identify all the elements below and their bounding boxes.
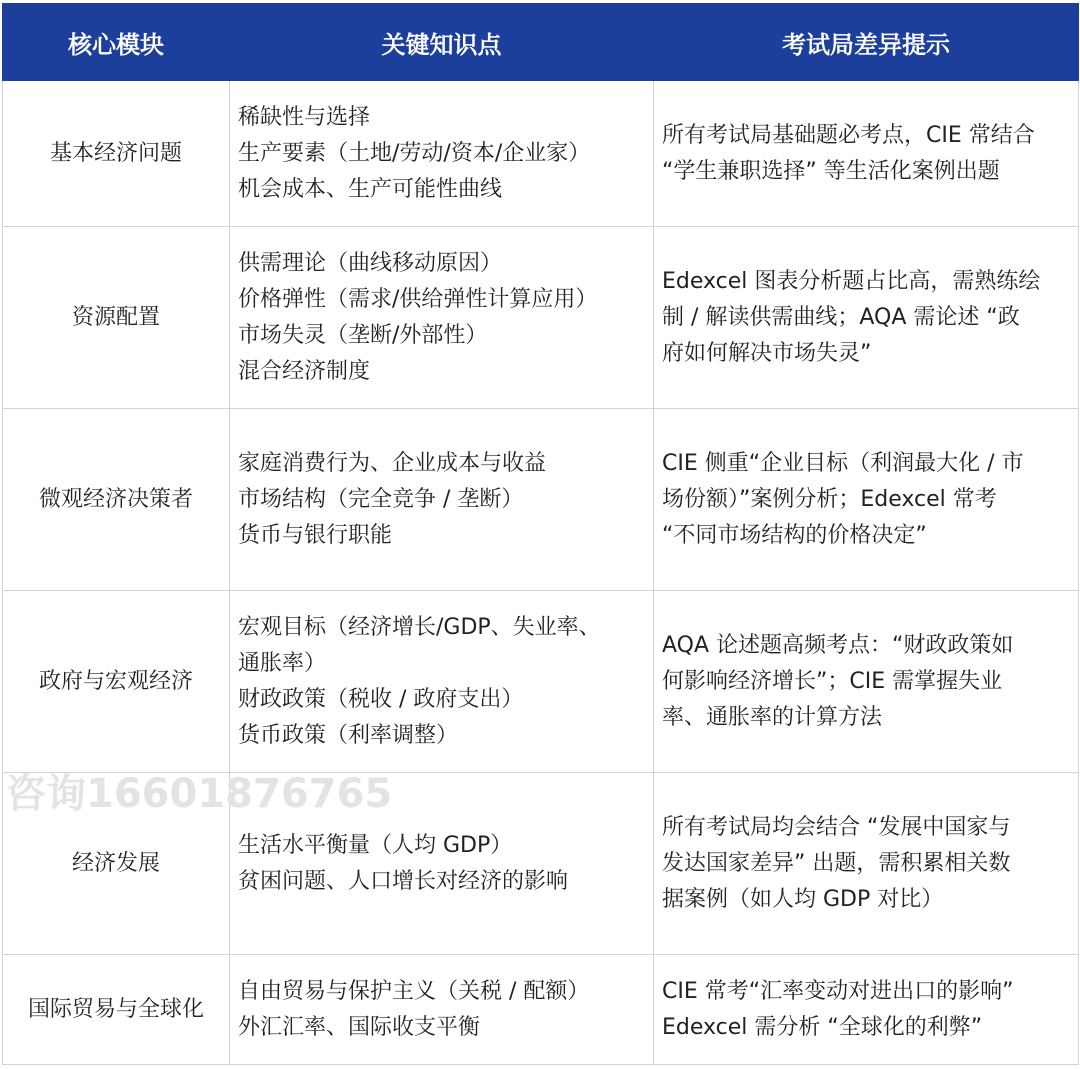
note-line: 何影响经济增长”；CIE 需掌握失业 bbox=[662, 668, 1003, 694]
module-cell: 基本经济问题 bbox=[3, 81, 230, 227]
watermark: 咨询16601876765 bbox=[6, 771, 393, 817]
note-line: AQA 论述题高频考点：“财政政策如 bbox=[662, 632, 1014, 658]
notes-cell bbox=[654, 955, 1079, 1065]
table-row bbox=[3, 227, 1079, 409]
points-cell bbox=[230, 955, 654, 1065]
point-line: 通胀率） bbox=[238, 650, 327, 676]
note-line: 发达国家差异” 出题，需积累相关数 bbox=[662, 850, 1011, 876]
point-line: 生活水平衡量（人均 GDP） bbox=[238, 832, 513, 858]
note-line: “不同市场结构的价格决定” bbox=[662, 522, 927, 548]
table-header bbox=[3, 4, 1079, 81]
points-cell bbox=[230, 591, 654, 773]
note-line: CIE 常考“汇率变动对进出口的影响” bbox=[662, 978, 1014, 1004]
module-cell: 国际贸易与全球化 bbox=[3, 955, 230, 1065]
point-line: 稀缺性与选择 bbox=[238, 104, 371, 130]
point-line: 自由贸易与保护主义（关税 / 配额） bbox=[238, 978, 590, 1004]
table-row bbox=[3, 81, 1079, 227]
point-line: 贫困问题、人口增长对经济的影响 bbox=[238, 868, 569, 894]
note-line: 所有考试局均会结合 “发展中国家与 bbox=[662, 814, 1011, 840]
point-line: 生产要素（土地/劳动/资本/企业家） bbox=[238, 140, 591, 166]
header-row bbox=[3, 4, 1079, 81]
point-line: 家庭消费行为、企业成本与收益 bbox=[238, 450, 547, 476]
note-line: Edexcel 图表分析题占比高，需熟练绘 bbox=[662, 268, 1041, 294]
notes-cell bbox=[654, 227, 1079, 409]
note-line: 制 / 解读供需曲线；AQA 需论述 “政 bbox=[662, 304, 1020, 330]
header-core-module: 核心模块 bbox=[3, 4, 230, 81]
note-line: 所有考试局基础题必考点，CIE 常结合 bbox=[662, 122, 1035, 148]
module-cell: 经济发展 bbox=[3, 773, 230, 955]
header-exam-board-differences: 考试局差异提示 bbox=[654, 4, 1079, 81]
note-line: Edexcel 需分析 “全球化的利弊” bbox=[662, 1014, 983, 1040]
table-row bbox=[3, 773, 1079, 955]
notes-cell bbox=[654, 409, 1079, 591]
point-line: 市场结构（完全竞争 / 垄断） bbox=[238, 486, 524, 512]
point-line: 财政政策（税收 / 政府支出） bbox=[238, 686, 524, 712]
note-line: 据案例（如人均 GDP 对比） bbox=[662, 886, 944, 912]
table-row bbox=[3, 591, 1079, 773]
notes-cell bbox=[654, 591, 1079, 773]
points-cell bbox=[230, 773, 654, 955]
points-cell bbox=[230, 81, 654, 227]
point-line: 价格弹性（需求/供给弹性计算应用） bbox=[238, 286, 598, 312]
note-line: CIE 侧重“企业目标（利润最大化 / 市 bbox=[662, 450, 1024, 476]
point-line: 市场失灵（垄断/外部性） bbox=[238, 322, 488, 348]
point-line: 货币政策（利率调整） bbox=[238, 722, 459, 748]
module-cell: 政府与宏观经济 bbox=[3, 591, 230, 773]
point-line: 外汇汇率、国际收支平衡 bbox=[238, 1014, 481, 1040]
points-cell bbox=[230, 227, 654, 409]
point-line: 宏观目标（经济增长/GDP、失业率、 bbox=[238, 614, 601, 640]
note-line: “学生兼职选择” 等生活化案例出题 bbox=[662, 158, 1000, 184]
note-line: 率、通胀率的计算方法 bbox=[662, 704, 883, 730]
note-line: 府如何解决市场失灵” bbox=[662, 340, 872, 366]
table-row bbox=[3, 955, 1079, 1065]
table-row bbox=[3, 409, 1079, 591]
point-line: 货币与银行职能 bbox=[238, 522, 393, 548]
note-line: 场份额）”案例分析；Edexcel 常考 bbox=[662, 486, 997, 512]
points-cell bbox=[230, 409, 654, 591]
knowledge-table bbox=[2, 3, 1079, 1065]
notes-cell bbox=[654, 81, 1079, 227]
notes-cell bbox=[654, 773, 1079, 955]
module-cell: 资源配置 bbox=[3, 227, 230, 409]
point-line: 混合经济制度 bbox=[238, 358, 371, 384]
point-line: 供需理论（曲线移动原因） bbox=[238, 250, 503, 276]
header-key-points: 关键知识点 bbox=[230, 4, 654, 81]
point-line: 机会成本、生产可能性曲线 bbox=[238, 176, 503, 202]
module-cell: 微观经济决策者 bbox=[3, 409, 230, 591]
